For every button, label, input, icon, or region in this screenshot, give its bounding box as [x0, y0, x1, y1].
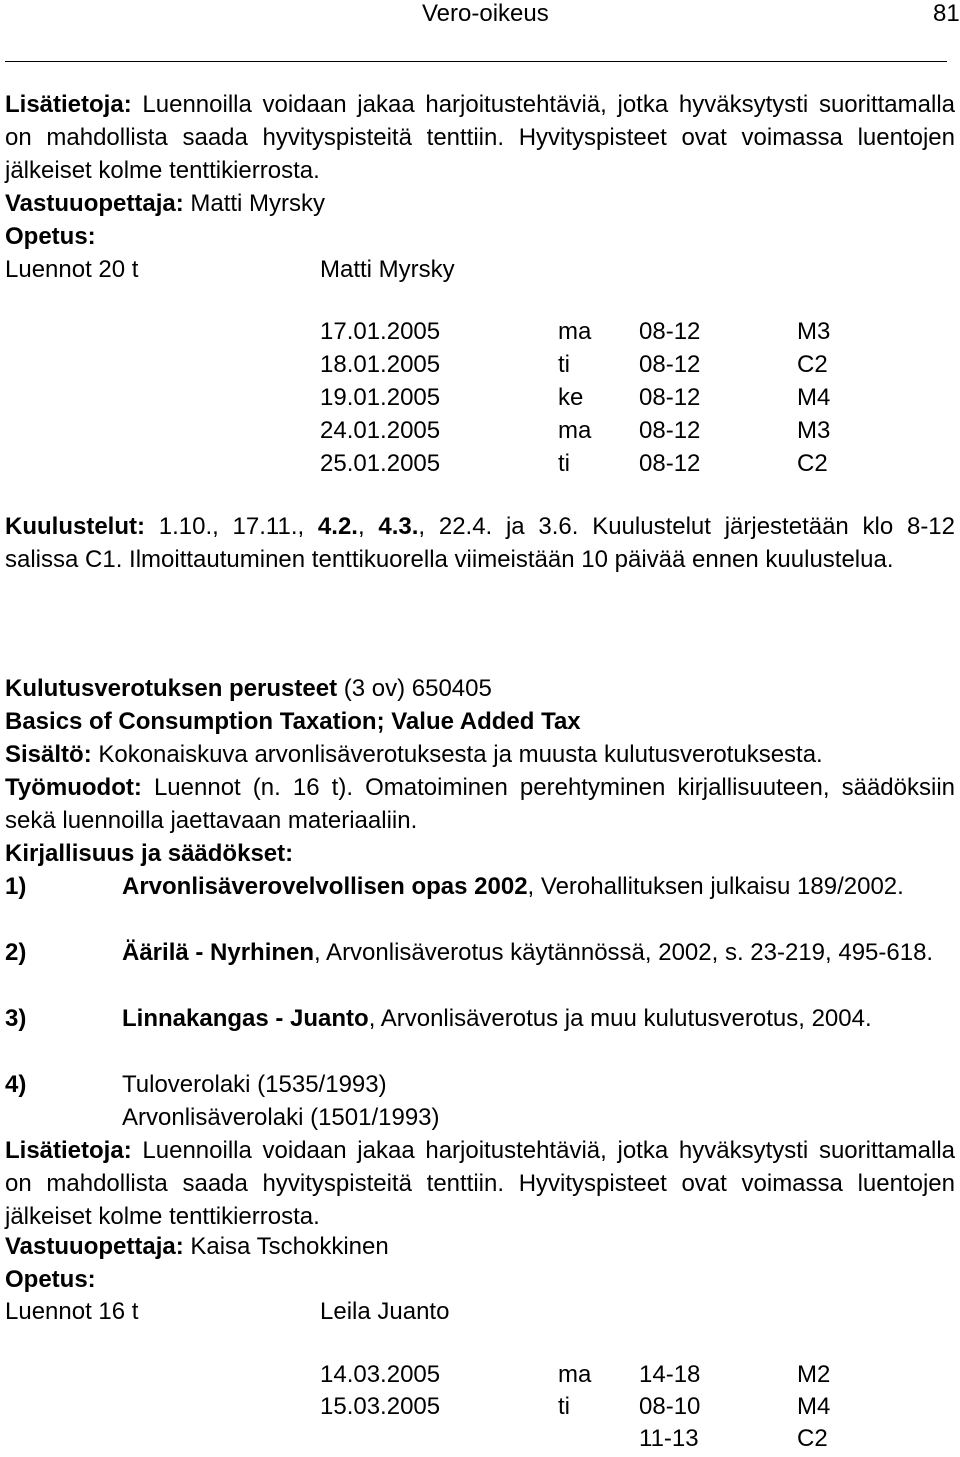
running-title: Vero-oikeus — [422, 0, 549, 27]
course2-lisatietoja-label: Lisätietoja: — [5, 1137, 132, 1164]
course2-schedule — [5, 1358, 955, 1457]
schedule-day: ti — [558, 351, 570, 378]
course2-credits-code: (3 ov) 650405 — [337, 675, 492, 702]
page-number: 81 — [933, 0, 960, 27]
schedule-date: 25.01.2005 — [320, 450, 441, 477]
course2-work-methods — [5, 771, 955, 837]
course2-teaching-heading — [5, 1263, 955, 1296]
exam-dates: 1.10., 17.11., — [144, 513, 318, 540]
schedule-room: C2 — [797, 1425, 828, 1452]
exam-date-sep: , — [357, 513, 379, 540]
course2-literature-heading — [5, 837, 955, 870]
course2-english-name: Basics of Consumption Taxation; Value Added Tax — [5, 708, 581, 735]
schedule-day: ma — [558, 1361, 592, 1388]
literature-item — [5, 1002, 955, 1035]
literature-details: , Arvonlisäverotus ja muu kulutusverotus, 2004. — [368, 1005, 872, 1032]
schedule-date: 19.01.2005 — [320, 384, 441, 411]
course2-sisalto-text: Kokonaiskuva arvonlisäverotuksesta ja muusta kulutusverotuksesta. — [91, 741, 823, 768]
course1-opetus-label: Opetus: — [5, 223, 96, 250]
course2-sisalto-label: Sisältö: — [5, 741, 92, 768]
literature-details: , Arvonlisäverotus käytännössä, 2002, s. 23-219, 495-618. — [314, 939, 934, 966]
schedule-room: M2 — [797, 1361, 831, 1388]
literature-number: 1) — [5, 873, 27, 900]
course1-lectures-label: Luennot 20 t — [5, 256, 139, 283]
schedule-day: ma — [558, 318, 592, 345]
course1-vastuuopettaja-label: Vastuuopettaja: — [5, 190, 184, 217]
course1-additional-info — [5, 88, 955, 187]
schedule-time: 08-12 — [639, 417, 701, 444]
schedule-date: 17.01.2005 — [320, 318, 441, 345]
schedule-room: M3 — [797, 417, 831, 444]
course2-content — [5, 738, 955, 771]
course2-lectures-label: Luennot 16 t — [5, 1298, 139, 1325]
course2-lectures-line — [5, 1295, 955, 1328]
literature-number: 2) — [5, 939, 27, 966]
course1-vastuuopettaja-name: Matti Myrsky — [183, 190, 326, 217]
literature-author: Linnakangas - Juanto — [122, 1005, 369, 1032]
schedule-time: 11-13 — [639, 1425, 699, 1452]
schedule-time: 08-12 — [639, 318, 701, 345]
schedule-day: ti — [558, 450, 570, 477]
course1-lecturer: Matti Myrsky — [320, 256, 455, 283]
course2-tyomuodot-label: Työmuodot: — [5, 774, 142, 801]
exam-date-bold: 4.2. — [317, 513, 358, 540]
course1-lisatietoja-text: Luennoilla voidaan jakaa harjoitustehtäviä, jotka hyväksytysti suorittamalla on mahdollista saada hyvityspisteitä tenttiin. Hyvityspisteet ovat voimassa luentojen jälkeiset kolme tenttikierrosta. — [5, 91, 955, 184]
literature-item — [5, 1068, 955, 1134]
schedule-room: C2 — [797, 450, 828, 477]
course1-exams — [5, 510, 955, 576]
literature-statute: Arvonlisäverolaki (1501/1993) — [122, 1104, 440, 1131]
literature-number: 4) — [5, 1071, 27, 1098]
course1-lectures-line — [5, 253, 955, 286]
schedule-date: 18.01.2005 — [320, 351, 441, 378]
schedule-time: 08-12 — [639, 450, 701, 477]
schedule-date: 24.01.2005 — [320, 417, 441, 444]
exam-date-bold: 4.3. — [378, 513, 419, 540]
header-rule — [5, 61, 947, 62]
schedule-date: 14.03.2005 — [320, 1361, 441, 1388]
course2-opetus-label: Opetus: — [5, 1266, 96, 1293]
course2-tyomuodot-text: Luennot (n. 16 t). Omatoiminen perehtyminen kirjallisuuteen, säädöksiin sekä luennoilla jaettavaan materiaaliin. — [5, 774, 955, 834]
literature-author: Äärilä - Nyrhinen — [122, 939, 315, 966]
schedule-room: C2 — [797, 351, 828, 378]
literature-title: Arvonlisäverovelvollisen opas 2002 — [122, 873, 528, 900]
course2-name: Kulutusverotuksen perusteet — [5, 675, 338, 702]
course2-english-title — [5, 705, 955, 738]
schedule-day: ti — [558, 1393, 570, 1420]
course2-title — [5, 672, 955, 705]
course1-responsible-teacher — [5, 187, 955, 220]
course1-kuulustelut-label: Kuulustelut: — [5, 513, 145, 540]
schedule-time: 14-18 — [639, 1361, 701, 1388]
schedule-date: 15.03.2005 — [320, 1393, 441, 1420]
schedule-time: 08-10 — [639, 1393, 701, 1420]
schedule-time: 08-12 — [639, 351, 701, 378]
literature-number: 3) — [5, 1005, 27, 1032]
literature-details: , Verohallituksen julkaisu 189/2002. — [527, 873, 904, 900]
course1-teaching-heading — [5, 220, 955, 253]
course2-additional-info — [5, 1134, 955, 1233]
schedule-room: M3 — [797, 318, 831, 345]
schedule-day: ke — [558, 384, 584, 411]
course2-lisatietoja-text: Luennoilla voidaan jakaa harjoitustehtäviä, jotka hyväksytysti suorittamalla on mahdollista saada hyvityspisteitä tenttiin. Hyvityspisteet ovat voimassa luentojen jälkeiset kolme tenttikierrosta. — [5, 1137, 955, 1230]
course2-vastuuopettaja-label: Vastuuopettaja: — [5, 1233, 184, 1260]
course2-kirjallisuus-label: Kirjallisuus ja säädökset: — [5, 840, 294, 867]
course2-lecturer: Leila Juanto — [320, 1298, 450, 1325]
schedule-day: ma — [558, 417, 592, 444]
literature-item — [5, 870, 955, 903]
course2-responsible-teacher — [5, 1230, 955, 1263]
page-header — [0, 0, 960, 60]
course1-schedule — [5, 315, 955, 480]
course2-vastuuopettaja-name: Kaisa Tschokkinen — [183, 1233, 389, 1260]
literature-statute: Tuloverolaki (1535/1993) — [122, 1071, 387, 1098]
course1-lisatietoja-label: Lisätietoja: — [5, 91, 132, 118]
course1-kuulustelut-text: , 22.4. ja 3.6. Kuulustelut järjestetään klo 8-12 salissa C1. Ilmoittautuminen tenttikuorella viimeistään 10 päivää ennen kuulustelua. — [5, 513, 956, 573]
literature-item — [5, 936, 955, 969]
schedule-time: 08-12 — [639, 384, 701, 411]
schedule-room: M4 — [797, 384, 831, 411]
schedule-room: M4 — [797, 1393, 831, 1420]
